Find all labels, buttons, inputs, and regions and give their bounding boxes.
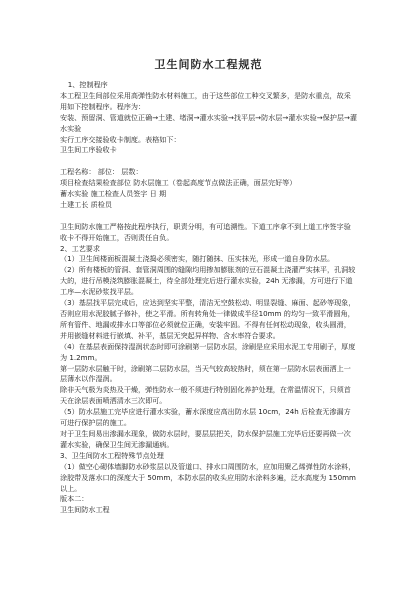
- paragraph: 除非天气极为炎热及干燥，弹性防水一般不须进行特别固化养护处理，在常温情况下，只须首天在涂层表面喷洒清水三次即可。: [60, 385, 351, 406]
- paragraph: （3）基层找平层完成后，应达到坚实平整，清洁无空鼓松动、明显裂缝、麻面、起砂等现象，否则应用水泥胶腻子修补，使之平滑。所有转角处一律做成半径10mm 的均匀一致平滑圆角，所有管件、地漏或排水口等部位必须就位正确，安装牢固。不得有任何松动现象，收头圆滑，并用嵌缝材料进行嵌填、补平，基层无突起异样物、含水率符合要求。: [60, 298, 356, 340]
- paragraph: 对于卫生间易出渗漏水现象，做防水层时，要层层把关，防水保护层施工完毕后还要再做一次灌水实验，确保卫生间无渗漏通病。: [60, 428, 351, 449]
- paragraph: 工程名称： 部位： 层数：: [60, 167, 143, 177]
- paragraph: （1）卫生间楼面板混凝土浇捣必须密实，随打随抹、压实抹光，形成一道自身防水层。: [60, 254, 335, 264]
- paragraph: 卫生间防水施工严格按此程序执行，职责分明，有可追溯性。下道工序拿不到上道工序签字验收卡不得开始施工，否则责任自负。: [60, 221, 351, 242]
- paragraph-gap: [60, 211, 357, 222]
- paragraph: （2）所有楼板的管洞、套管洞周围的缝隙均用掺加膨胀剂的豆石混凝土浇灌严实抹平，孔洞较大的，进行吊模浇筑膨胀混凝土，待全部处理完后进行灌水实验，24h 无渗漏，方可进行下道工序—水泥砂浆找平层。: [60, 265, 356, 297]
- paragraph: 项目检查结果检查部位 防水层施工（卷起高度节点做法正确，面层完好等）: [60, 178, 297, 188]
- paragraph: 1、控制程序: [67, 80, 108, 89]
- paragraph: （1）做空心砌体墙脚防水砂浆层以及管道口、排水口周围防水，应加用聚乙烯弹性防水涂料，涂胶带及落水口的深度大于 50mm，本防水层的收头应用防水涂料多遍，泛水高度为 150mm 以上。: [60, 461, 356, 493]
- page-title: 卫生间防水工程规范: [154, 58, 263, 71]
- paragraph: 蓄水实验 施工检查人员签字 日 期: [60, 189, 167, 199]
- document-body: [60, 80, 357, 516]
- paragraph: 实行工序交接验收卡制度。表格如下：: [60, 134, 181, 144]
- paragraph: （5）防水层施工完毕应进行灌水实验，蓄水深度应高出防水层 10cm，24h 后检查无渗漏方可进行保护层的施工。: [60, 407, 351, 428]
- paragraph: （4）在基层表面保持湿润状态时即可涂刷第一层防水层，涂刷是应采用水泥工专用刷子，厚度为 1.2mm。: [60, 341, 356, 362]
- paragraph-gap: [60, 156, 357, 167]
- paragraph: 安装、预留洞、管道就位正确→土建、堵洞→灌水实验→找平层→防水层→灌水实验→保护层→灌水实验: [60, 112, 357, 133]
- paragraph: 土建工长 质检员: [60, 199, 112, 209]
- paragraph: 版本二：: [60, 494, 89, 504]
- paragraph: 2、工艺要求: [60, 243, 100, 253]
- paragraph: 卫生间工序验收卡: [60, 145, 117, 155]
- paragraph: 3、卫生间防水工程特殊节点处理: [60, 450, 164, 460]
- paragraph: 第一层防水层触干时，涂刷第二层防水层，当天气较高较热时，须在第一层防水层表面洒上一层薄水以作湿润。: [60, 363, 351, 384]
- paragraph: 本工程卫生间部位采用高弹性防水材料施工，由于这些部位工种交叉繁多，是防水重点，故采用如下控制程序。程序为：: [60, 90, 351, 111]
- paragraph: 卫生间防水工程: [60, 505, 110, 515]
